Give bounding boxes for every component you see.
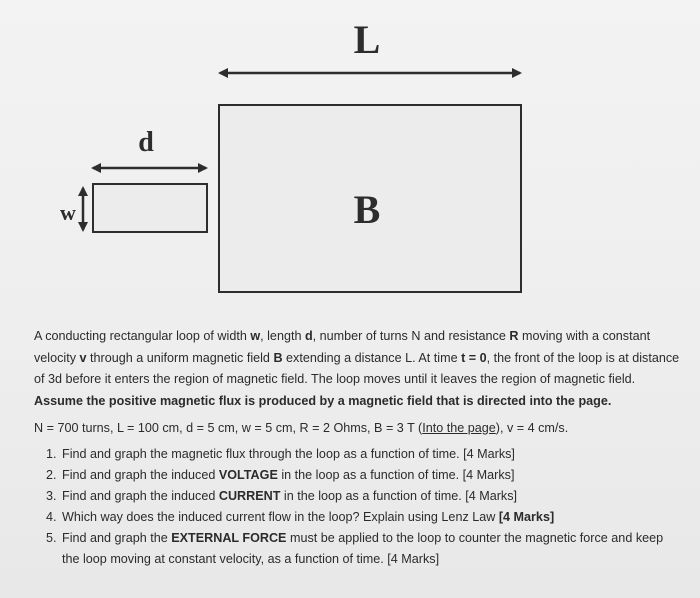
parameters: N = 700 turns, L = 100 cm, d = 5 cm, w = 5 cm, R = 2 Ohms, B = 3 T (Into the page), v = 4 cm/s. bbox=[34, 421, 569, 435]
label-d: d bbox=[138, 127, 154, 158]
conducting-loop bbox=[93, 184, 207, 232]
problem-statement: A conducting rectangular loop of width w, length d, number of turns N and resistance R moving with a constant velocity v through a uniform magnetic field B extending a distance L. At time t = 0, the front of the loop is at distance of 3d before it enters the region of magnetic field. The loop moves until it leaves the region of magnetic field. Assume the positive magnetic flux is produced by a magnetic field that is directed into the page. bbox=[34, 329, 680, 408]
question-item: 2. Find and graph the induced VOLTAGE in the loop as a function of time. [4 Marks] bbox=[60, 465, 684, 486]
label-L: L bbox=[353, 17, 381, 62]
question-list bbox=[34, 444, 684, 570]
problem-text bbox=[34, 326, 684, 570]
question-item: 5. Find and graph the EXTERNAL FORCE must be applied to the loop to counter the magnetic force and keep the loop moving at constant velocity, as a function of time. [4 Marks] bbox=[60, 528, 684, 570]
label-B: B bbox=[353, 187, 381, 232]
question-item: 4. Which way does the induced current flow in the loop? Explain using Lenz Law [4 Marks] bbox=[60, 507, 684, 528]
question-item: 3. Find and graph the induced CURRENT in the loop as a function of time. [4 Marks] bbox=[60, 486, 684, 507]
question-item: 1. Find and graph the magnetic flux through the loop as a function of time. [4 Marks] bbox=[60, 444, 684, 465]
label-w: w bbox=[60, 200, 76, 225]
